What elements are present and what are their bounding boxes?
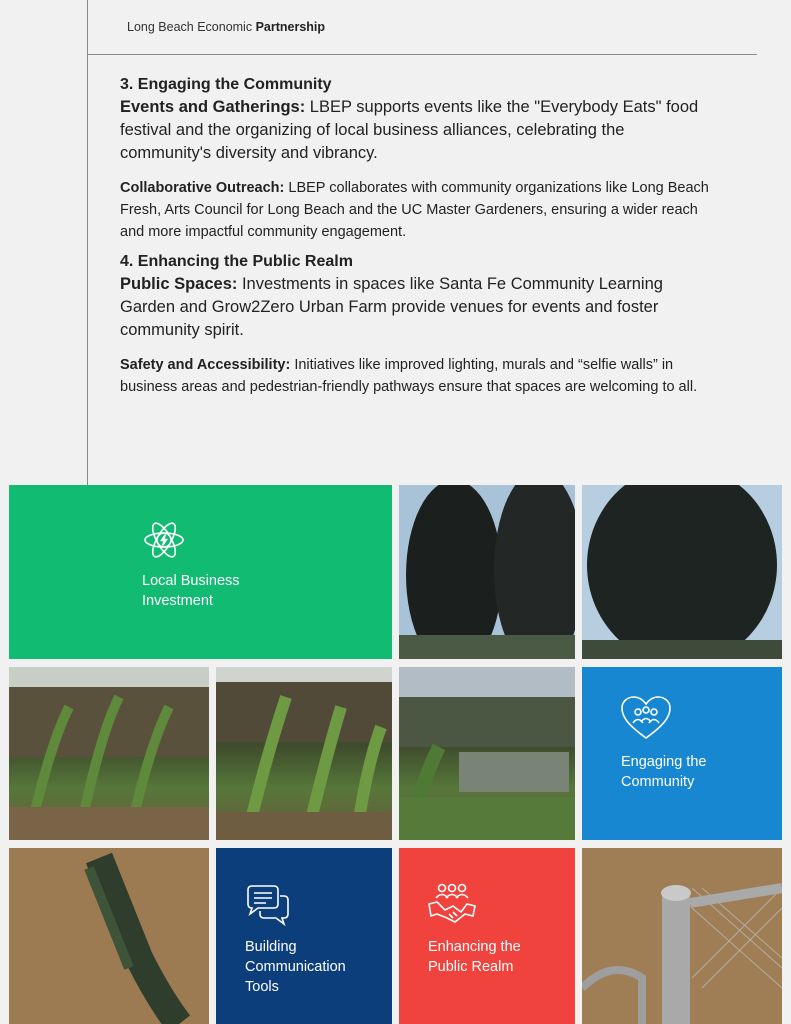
photo-corn-garden-2 [216, 667, 392, 840]
chat-bubbles-icon [244, 884, 290, 926]
photo-cypress-trees-left [399, 485, 575, 659]
tile-engaging-community [582, 667, 782, 840]
photo-fence-post [582, 848, 782, 1024]
tile-label-line: Communication [245, 959, 346, 975]
tile-label-line: Public Realm [428, 959, 514, 975]
garden-illustration [9, 848, 209, 1024]
left-vertical-rule [87, 0, 88, 485]
section3-item2-label: Collaborative Outreach: [120, 180, 285, 196]
tile-communication-tools [216, 848, 392, 1024]
section4-heading: 4. Enhancing the Public Realm [120, 253, 353, 270]
section4-item2-label: Safety and Accessibility: [120, 357, 291, 373]
section4-item1-text: Investments in spaces like Santa Fe Community Learning Garden and Grow2Zero Urban Farm provide venues for events and foster community spirit. [120, 275, 663, 339]
section3-item2-text: LBEP collaborates with community organizations like Long Beach Fresh, Arts Council for Long Beach and the UC Master Gardeners, ensuring a wider reach and more impactful community engagement. [120, 180, 709, 240]
trees-illustration [399, 485, 575, 659]
image-tile-grid [0, 485, 791, 1024]
tile-public-realm [399, 848, 575, 1024]
heart-people-icon [620, 695, 672, 741]
tile-engaging-community-label [621, 752, 706, 792]
page-header [127, 20, 325, 34]
tile-label-line: Investment [142, 593, 213, 609]
atom-lightning-icon [143, 519, 185, 561]
header-org-regular: Long Beach Economic [127, 20, 256, 34]
section3-heading: 3. Engaging the Community [120, 76, 332, 93]
section-engaging-community [120, 74, 720, 243]
section4-item1-label: Public Spaces: [120, 275, 238, 293]
tile-local-business [9, 485, 392, 659]
tile-label-line: Building [245, 939, 297, 955]
tile-label-line: Tools [245, 979, 279, 995]
tile-public-realm-label [428, 937, 521, 977]
garden-illustration [9, 667, 209, 840]
section3-item1-label: Events and Gatherings: [120, 98, 306, 116]
header-org-bold: Partnership [255, 20, 326, 34]
tile-label-line: Community [621, 774, 695, 790]
tile-label-line: Local Business [142, 573, 240, 589]
photo-garden-beds [399, 667, 575, 840]
section-public-realm [120, 251, 720, 398]
section4-item2-text: Initiatives like improved lighting, murals and “selfie walls” in business areas and pedestrian-friendly pathways ensure that spaces are welcoming to all. [120, 357, 698, 395]
garden-illustration [399, 667, 575, 840]
section4-item2 [120, 354, 720, 398]
photo-cypress-trees-right [582, 485, 782, 659]
section3-item1-text: LBEP supports events like the "Everybody Eats" food festival and the organizing of local business alliances, celebrating the community's diversity and vibrancy. [120, 98, 699, 162]
fence-illustration [582, 848, 782, 1024]
tile-label-line: Enhancing the [428, 939, 521, 955]
section3-item2 [120, 177, 720, 243]
handshake-people-icon [427, 882, 477, 926]
section4-item1 [120, 273, 720, 342]
photo-kale-row [9, 848, 209, 1024]
tile-communication-tools-label [245, 937, 346, 997]
main-content [120, 74, 720, 398]
tile-local-business-label [142, 571, 240, 611]
photo-corn-garden-1 [9, 667, 209, 840]
garden-illustration [216, 667, 392, 840]
trees-illustration [582, 485, 782, 659]
header-divider [87, 54, 757, 55]
tile-label-line: Engaging the [621, 754, 707, 770]
section3-item1 [120, 96, 720, 165]
